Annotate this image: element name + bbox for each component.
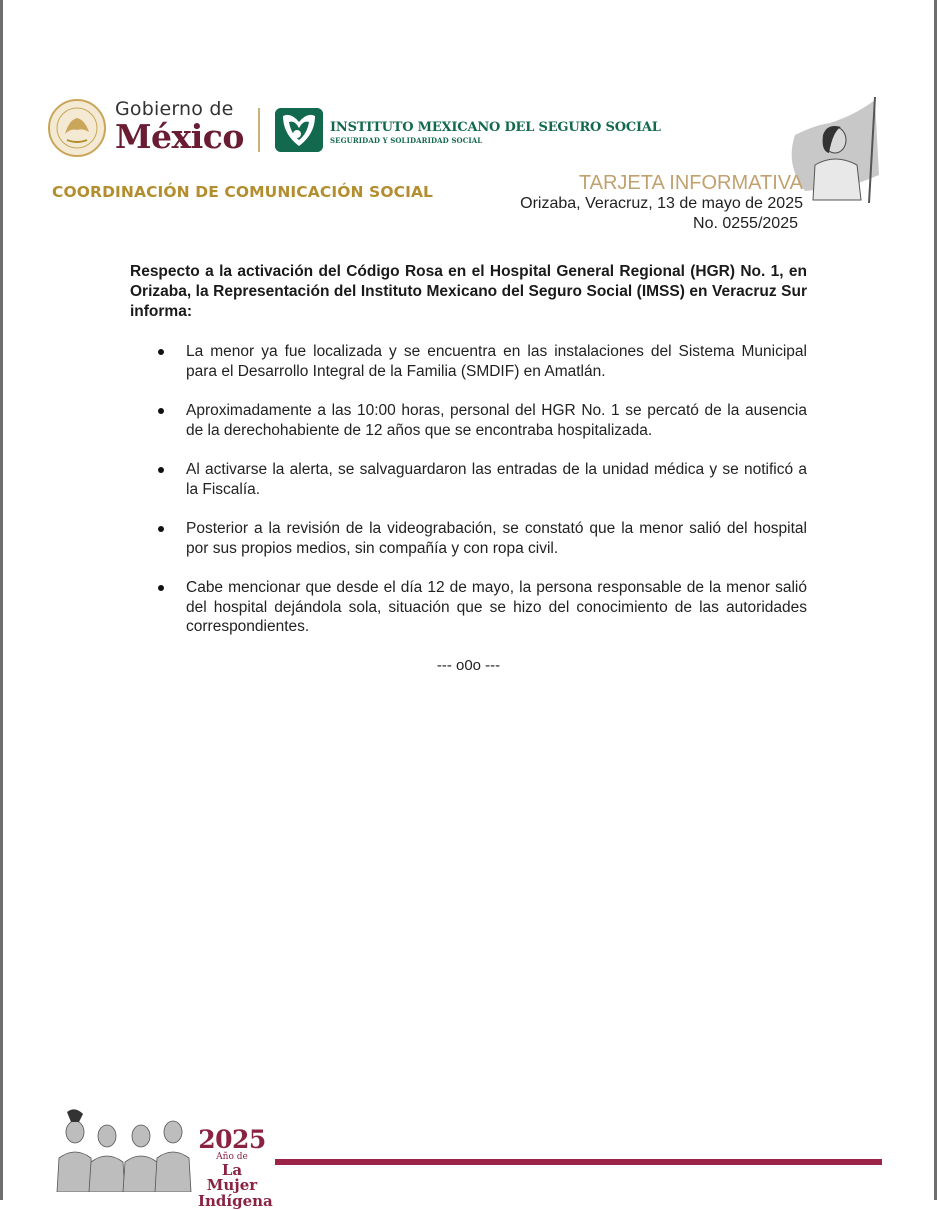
document-type: TARJETA INFORMATIVA xyxy=(578,172,803,194)
list-item xyxy=(130,342,807,381)
list-item-text: Posterior a la revisión de la videograbación, se constató que la menor salió del hospital por sus propios medios, sin compañía y con ropa civil. xyxy=(186,520,807,557)
list-item xyxy=(130,519,807,558)
motto-line1: La Mujer xyxy=(206,1161,258,1194)
bullet-list xyxy=(130,342,807,657)
list-item xyxy=(130,578,807,637)
list-item-text: Aproximadamente a las 10:00 horas, personal del HGR No. 1 se percató de la ausencia de la derechohabiente de 12 años que se encontraba hospitalizada. xyxy=(186,402,807,439)
department-name: COORDINACIÓN DE COMUNICACIÓN SOCIAL xyxy=(52,183,434,201)
bullet-icon xyxy=(158,526,164,532)
lead-paragraph: Respecto a la activación del Código Rosa en el Hospital General Regional (HGR) No. 1, en Orizaba, la Representación del Instituto Mexicano del Seguro Social (IMSS) en Veracruz Sur informa: xyxy=(130,263,807,320)
logo-separator xyxy=(258,108,260,152)
gobierno-mexico-logo xyxy=(115,98,244,156)
indigenous-women-illustration-icon xyxy=(55,1108,193,1192)
list-item-text: Cabe mencionar que desde el día 12 de mayo, la persona responsable de la menor salió del hospital dejándola sola, situación que se hizo del conocimiento de las autoridades correspondientes. xyxy=(186,579,807,635)
closing-mark: --- o0o --- xyxy=(436,657,501,674)
footer-divider-bar xyxy=(275,1159,882,1165)
bullet-icon xyxy=(158,349,164,355)
list-item-text: Al activarse la alerta, se salvaguardaron las entradas de la unidad médica y se notificó a la Fiscalía. xyxy=(186,461,807,498)
bullet-icon xyxy=(158,585,164,591)
motto-line2: Indígena xyxy=(198,1192,273,1210)
national-seal-icon xyxy=(47,98,107,158)
list-item-text: La menor ya fue localizada y se encuentra en las instalaciones del Sistema Municipal para el Desarrollo Integral de la Familia (SMDIF) en Amatlán. xyxy=(186,343,807,380)
motto-year: 2025 xyxy=(198,1125,266,1154)
imss-logo-text xyxy=(330,121,661,144)
gobierno-line2: México xyxy=(115,117,244,156)
imss-eagle-icon xyxy=(275,108,323,152)
document-number: No. 0255/2025 xyxy=(693,215,798,232)
page-edge-left xyxy=(0,0,3,1200)
list-item xyxy=(130,401,807,440)
imss-tagline: SEGURIDAD Y SOLIDARIDAD SOCIAL xyxy=(330,136,483,145)
dateline: Orizaba, Veracruz, 13 de mayo de 2025 xyxy=(520,195,803,212)
motto-small: Año de xyxy=(216,1152,248,1162)
bullet-icon xyxy=(158,467,164,473)
imss-name: INSTITUTO MEXICANO DEL SEGURO SOCIAL xyxy=(330,120,661,135)
bullet-icon xyxy=(158,408,164,414)
year-motto xyxy=(198,1125,273,1210)
list-item xyxy=(130,460,807,499)
gobierno-line1: Gobierno de xyxy=(115,98,234,120)
